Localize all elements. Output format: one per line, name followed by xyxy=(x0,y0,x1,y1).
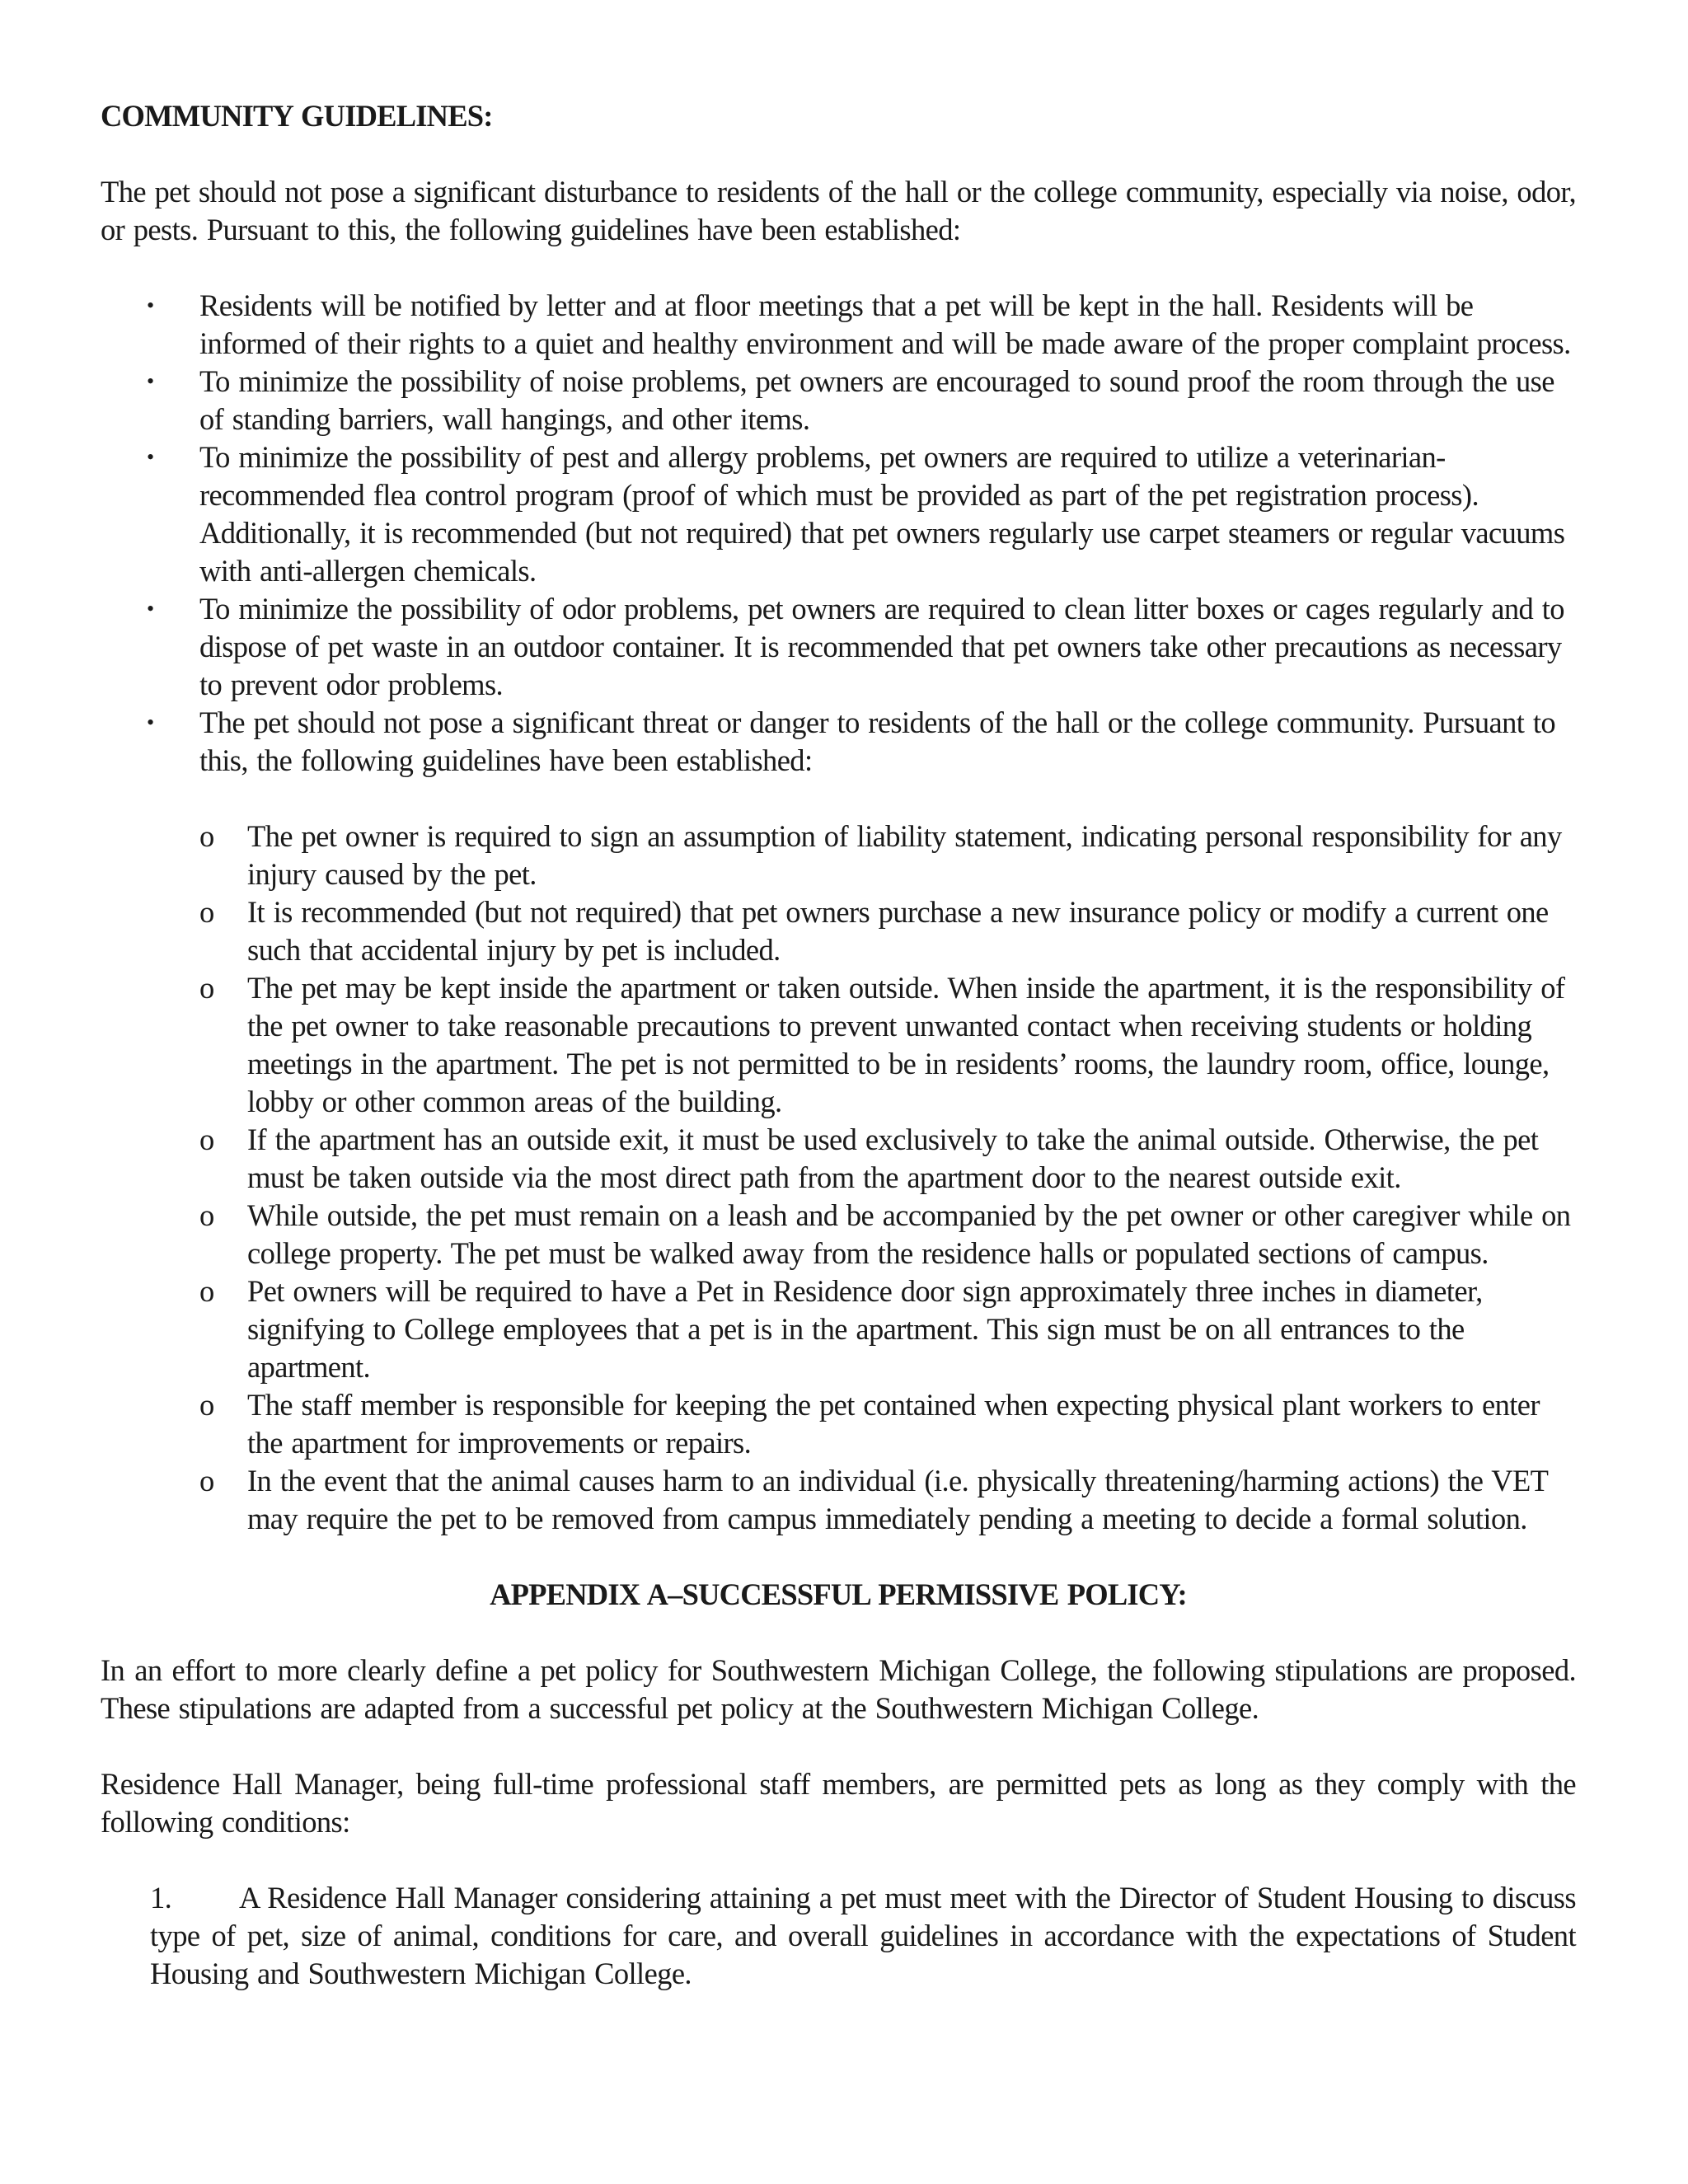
bullet-item xyxy=(147,363,1576,438)
sub-bullet-item xyxy=(199,818,1576,893)
appendix-heading: APPENDIX A–SUCCESSFUL PERMISSIVE POLICY: xyxy=(490,1577,1187,1611)
sub-bullet-item xyxy=(199,969,1576,1121)
bullet-item xyxy=(147,704,1576,1538)
bullet-icon: • xyxy=(147,293,154,317)
circle-bullet-icon: o xyxy=(199,971,214,1005)
circle-bullet-icon: o xyxy=(199,895,214,929)
bullet-text: To minimize the possibility of odor problems, pet owners are required to clean litter boxes or cages regularly and to dispose of pet waste in an outdoor container. It is recommended that pet owners take other precautions as necessary to prevent odor problems. xyxy=(199,592,1564,701)
sub-bullet-text: If the apartment has an outside exit, it must be used exclusively to take the animal outside. Otherwise, the pet must be taken outside via the most direct path from the apartment door to the nearest outside exit. xyxy=(247,1122,1539,1194)
bullet-text: Residents will be notified by letter and at floor meetings that a pet will be kept in the hall. Residents will be informed of their rights to a quiet and healthy environment and will be made aware of the proper complaint process. xyxy=(199,288,1571,360)
bullet-item xyxy=(147,590,1576,704)
circle-bullet-icon: o xyxy=(199,819,214,853)
sub-bullet-item xyxy=(199,893,1576,969)
bullet-item xyxy=(147,438,1576,590)
sub-bullet-text: The pet may be kept inside the apartment or taken outside. When inside the apartment, it is the responsibility of the pet owner to take reasonable precautions to prevent unwanted contact when receiving students or holding meetings in the apartment. The pet is not permitted to be in residents’ rooms, the laundry room, office, lounge, lobby or other common areas of the building. xyxy=(247,971,1565,1118)
sub-bullet-text: While outside, the pet must remain on a leash and be accompanied by the pet owner or other caregiver while on college property. The pet must be walked away from the residence halls or populated sections of campus. xyxy=(247,1198,1571,1270)
item-text: A Residence Hall Manager considering attaining a pet must meet with the Director of Student Housing to discuss type of pet, size of animal, conditions for care, and overall guidelines in accordance with the expectations of Student Housing and Southwestern Michigan College. xyxy=(150,1881,1576,1990)
circle-bullet-icon: o xyxy=(199,1122,214,1156)
bullet-icon: • xyxy=(147,710,154,734)
circle-bullet-icon: o xyxy=(199,1198,214,1232)
bullet-icon: • xyxy=(147,445,154,469)
sub-bullet-item xyxy=(199,1272,1576,1386)
circle-bullet-icon: o xyxy=(199,1464,214,1497)
sub-bullet-text: The staff member is responsible for keeping the pet contained when expecting physical plant workers to enter the apartment for improvements or repairs. xyxy=(247,1388,1540,1460)
sub-bullet-item xyxy=(199,1462,1576,1538)
sub-bullet-item xyxy=(199,1386,1576,1462)
sub-bullet-text: Pet owners will be required to have a Pet in Residence door sign approximately three inches in diameter, signifying to College employees that a pet is in the apartment. This sign must be on all entrances to the apartment. xyxy=(247,1274,1483,1384)
numbered-item-1 xyxy=(150,1879,1576,1993)
bullet-text: To minimize the possibility of pest and allergy problems, pet owners are required to utilize a veterinarian-recommended flea control program (proof of which must be provided as part of the pet registration process). Additionally, it is recommended (but not required) that pet owners regularly use carpet steamers or regular vacuums with anti-allergen chemicals. xyxy=(199,440,1565,588)
bullet-icon: • xyxy=(147,597,154,621)
sub-bullet-text: It is recommended (but not required) that pet owners purchase a new insurance policy or modify a current one such that accidental injury by pet is included. xyxy=(247,895,1549,967)
sub-bullet-item xyxy=(199,1197,1576,1272)
guidelines-bullet-list xyxy=(101,287,1576,1538)
appendix-paragraph-2: Residence Hall Manager, being full-time professional staff members, are permitted pets as long as they comply with the following conditions: xyxy=(101,1767,1576,1839)
sub-bullet-text: In the event that the animal causes harm to an individual (i.e. physically threatening/harming actions) the VET may require the pet to be removed from campus immediately pending a meeting to decide a formal solution. xyxy=(247,1464,1548,1535)
sub-bullet-text: The pet owner is required to sign an assumption of liability statement, indicating personal responsibility for any injury caused by the pet. xyxy=(247,819,1562,891)
bullet-text: To minimize the possibility of noise problems, pet owners are encouraged to sound proof the room through the use of standing barriers, wall hangings, and other items. xyxy=(199,364,1554,436)
sub-bullet-item xyxy=(199,1121,1576,1197)
community-guidelines-heading: COMMUNITY GUIDELINES: xyxy=(101,99,493,133)
community-intro-paragraph: The pet should not pose a significant disturbance to residents of the hall or the college community, especially via noise, odor, or pests. Pursuant to this, the following guidelines have been established: xyxy=(101,175,1576,246)
bullet-text: The pet should not pose a significant threat or danger to residents of the hall or the college community. Pursuant to this, the following guidelines have been established: xyxy=(199,705,1556,777)
bullet-item xyxy=(147,287,1576,363)
appendix-paragraph-1: In an effort to more clearly define a pet policy for Southwestern Michigan College, the following stipulations are proposed. These stipulations are adapted from a successful pet policy at the Southwestern Michigan College. xyxy=(101,1653,1576,1725)
sub-bullet-list xyxy=(199,818,1576,1538)
document-page xyxy=(101,97,1576,1993)
circle-bullet-icon: o xyxy=(199,1274,214,1308)
circle-bullet-icon: o xyxy=(199,1388,214,1422)
item-number: 1. xyxy=(150,1881,172,1915)
bullet-icon: • xyxy=(147,369,154,393)
